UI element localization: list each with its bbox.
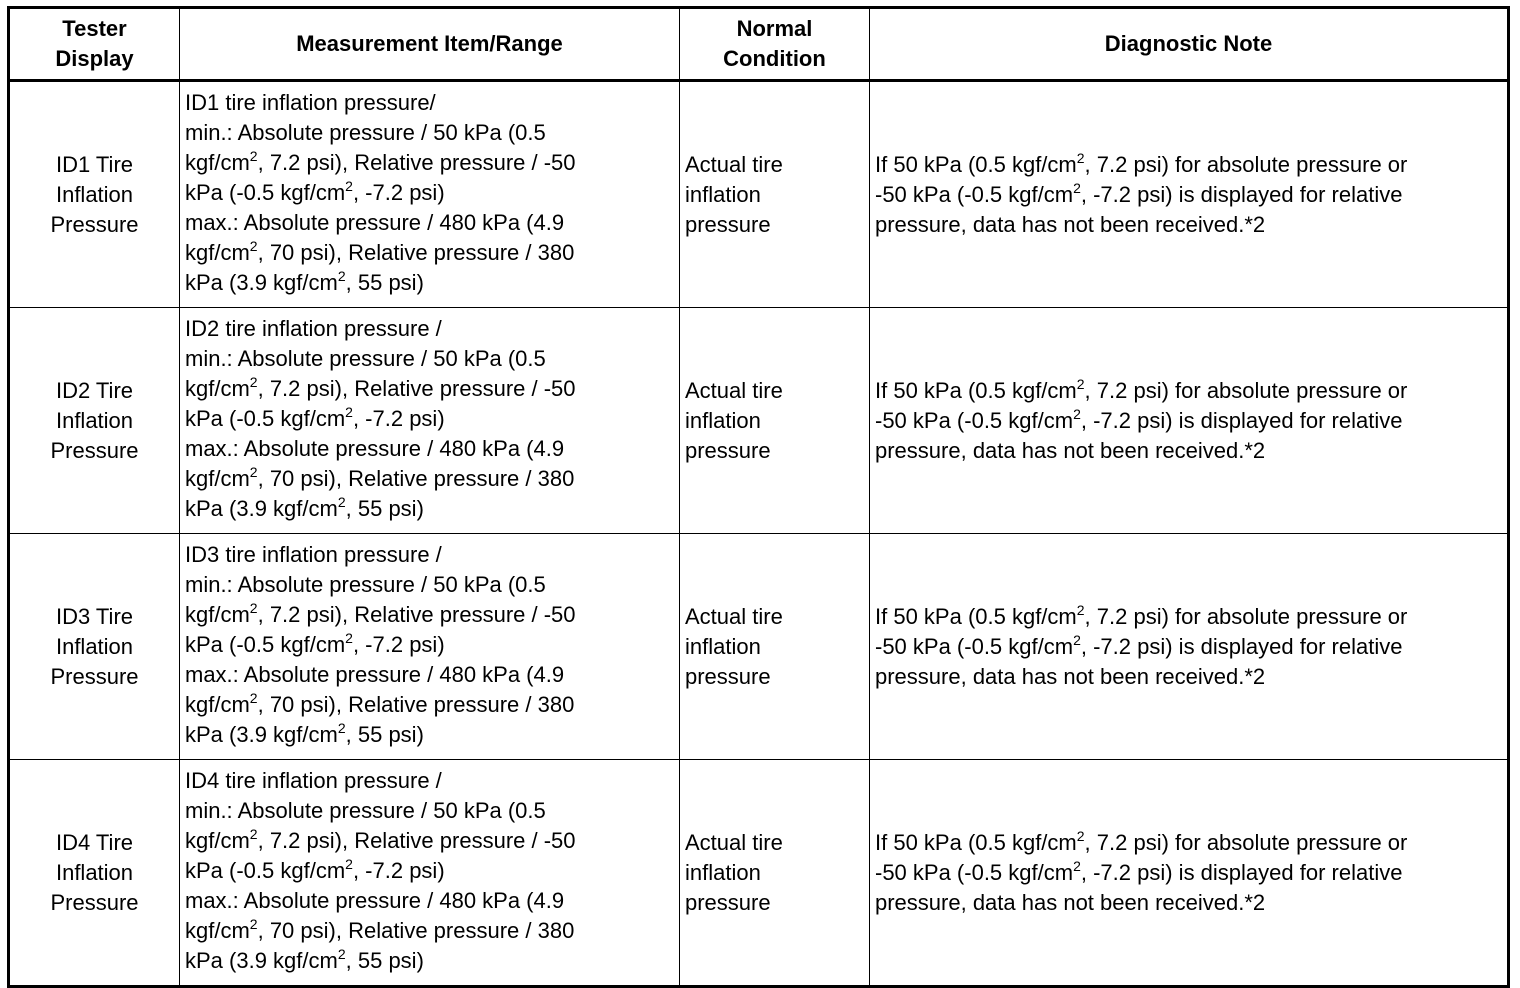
diagnostic-note-cell: [870, 760, 1509, 987]
superscript-exponent: 2: [1076, 149, 1085, 166]
text-segment: , -7.2 psi) is displayed for relative: [1080, 181, 1403, 207]
superscript-exponent: 2: [249, 599, 258, 616]
diagnostic-note-line: [875, 436, 1501, 466]
text-segment: If 50 kPa (0.5 kgf/cm: [875, 377, 1077, 403]
diagnostic-note-line: [875, 210, 1501, 240]
tester-display-line: ID3 Tire: [55, 603, 134, 629]
tester-display-cell: [9, 534, 180, 760]
text-segment: -50 kPa (-0.5 kgf/cm: [875, 181, 1074, 207]
superscript-exponent: 2: [337, 719, 346, 736]
text-segment: , 55 psi): [345, 269, 424, 295]
superscript-exponent: 2: [1076, 375, 1085, 392]
tester-display-line: ID2 Tire: [55, 377, 134, 403]
table-row: [9, 308, 1509, 534]
text-segment: -50 kPa (-0.5 kgf/cm: [875, 633, 1074, 659]
text-segment: kgf/cm: [185, 149, 250, 175]
tester-display-line: Inflation: [55, 181, 134, 207]
header-line: Tester: [62, 16, 127, 41]
superscript-exponent: 2: [1073, 631, 1081, 648]
measurement-range-line: [185, 946, 679, 976]
superscript-exponent: 2: [1076, 601, 1085, 618]
text-segment: , 7.2 psi) for absolute pressure or: [1084, 151, 1408, 177]
text-segment: , -7.2 psi) is displayed for relative: [1080, 407, 1403, 433]
header-line: Display: [55, 46, 134, 71]
text-segment: pressure, data has not been received.*2: [875, 889, 1266, 915]
text-segment: max.: Absolute pressure / 480 kPa (4.9: [185, 887, 565, 913]
normal-condition-line: pressure: [685, 211, 771, 237]
measurement-range-line: [185, 238, 679, 268]
text-segment: kPa (-0.5 kgf/cm: [185, 179, 346, 205]
text-segment: , -7.2 psi) is displayed for relative: [1080, 633, 1403, 659]
tester-display-line: Pressure: [50, 211, 139, 237]
text-segment: , 70 psi), Relative pressure / 380: [257, 917, 575, 943]
measurement-range-cell: [180, 81, 680, 308]
measurement-range-line: [185, 374, 679, 404]
text-segment: kgf/cm: [185, 827, 250, 853]
normal-condition-line: Actual tire: [685, 829, 783, 855]
text-segment: , -7.2 psi): [352, 405, 445, 431]
text-segment: , 7.2 psi), Relative pressure / -50: [257, 827, 576, 853]
text-segment: , 7.2 psi), Relative pressure / -50: [257, 149, 576, 175]
measurement-range-line: [185, 826, 679, 856]
measurement-range-line: [185, 268, 679, 298]
normal-condition-line: inflation: [685, 181, 761, 207]
header-diagnostic-note: [870, 8, 1509, 81]
header-row: [9, 8, 1509, 81]
measurement-range-line: [185, 344, 679, 374]
normal-condition-line: Actual tire: [685, 151, 783, 177]
text-segment: min.: Absolute pressure / 50 kPa (0.5: [185, 345, 546, 371]
superscript-exponent: 2: [345, 177, 353, 194]
text-segment: kgf/cm: [185, 691, 250, 717]
header-tester-display: [9, 8, 180, 81]
normal-condition-line: Actual tire: [685, 377, 783, 403]
superscript-exponent: 2: [249, 689, 258, 706]
superscript-exponent: 2: [1073, 405, 1081, 422]
measurement-range-line: [185, 690, 679, 720]
text-segment: kPa (3.9 kgf/cm: [185, 269, 338, 295]
measurement-range-line: [185, 178, 679, 208]
table-header: [9, 8, 1509, 81]
text-segment: , 70 psi), Relative pressure / 380: [257, 691, 575, 717]
diagnostic-note-line: [875, 858, 1501, 888]
text-segment: pressure, data has not been received.*2: [875, 211, 1266, 237]
measurement-range-line: [185, 766, 679, 796]
normal-condition-line: inflation: [685, 633, 761, 659]
text-segment: , 7.2 psi) for absolute pressure or: [1084, 603, 1408, 629]
superscript-exponent: 2: [249, 147, 258, 164]
normal-condition-line: inflation: [685, 407, 761, 433]
superscript-exponent: 2: [345, 629, 353, 646]
text-segment: , -7.2 psi): [352, 179, 445, 205]
text-segment: kPa (3.9 kgf/cm: [185, 495, 338, 521]
text-segment: max.: Absolute pressure / 480 kPa (4.9: [185, 661, 565, 687]
measurement-range-line: [185, 314, 679, 344]
superscript-exponent: 2: [1076, 827, 1085, 844]
normal-condition-line: Actual tire: [685, 603, 783, 629]
tester-display-line: Pressure: [50, 437, 139, 463]
text-segment: kPa (-0.5 kgf/cm: [185, 405, 346, 431]
diagnostic-note-cell: [870, 534, 1509, 760]
text-segment: kPa (3.9 kgf/cm: [185, 947, 338, 973]
text-segment: ID4 tire inflation pressure /: [185, 767, 442, 793]
text-segment: kPa (-0.5 kgf/cm: [185, 631, 346, 657]
text-segment: , 7.2 psi) for absolute pressure or: [1084, 829, 1408, 855]
text-segment: -50 kPa (-0.5 kgf/cm: [875, 407, 1074, 433]
superscript-exponent: 2: [1073, 179, 1081, 196]
measurement-range-line: [185, 208, 679, 238]
table-row: [9, 534, 1509, 760]
superscript-exponent: 2: [345, 403, 353, 420]
text-segment: max.: Absolute pressure / 480 kPa (4.9: [185, 209, 565, 235]
tester-display-line: Inflation: [55, 859, 134, 885]
text-segment: kgf/cm: [185, 601, 250, 627]
header-line: Measurement Item/Range: [296, 31, 563, 56]
normal-condition-line: pressure: [685, 437, 771, 463]
text-segment: kgf/cm: [185, 375, 250, 401]
text-segment: , 7.2 psi), Relative pressure / -50: [257, 601, 576, 627]
text-segment: , -7.2 psi): [352, 631, 445, 657]
table-body: [9, 81, 1509, 987]
text-segment: , -7.2 psi) is displayed for relative: [1080, 859, 1403, 885]
normal-condition-cell: [680, 308, 870, 534]
superscript-exponent: 2: [249, 373, 258, 390]
tester-display-line: Pressure: [50, 663, 139, 689]
tester-display-line: Inflation: [55, 633, 134, 659]
measurement-range-line: [185, 916, 679, 946]
text-segment: If 50 kPa (0.5 kgf/cm: [875, 603, 1077, 629]
diagnostic-note-line: [875, 632, 1501, 662]
diagnostic-note-line: [875, 406, 1501, 436]
text-segment: If 50 kPa (0.5 kgf/cm: [875, 829, 1077, 855]
measurement-range-line: [185, 630, 679, 660]
header-measurement-item-range: [180, 8, 680, 81]
text-segment: min.: Absolute pressure / 50 kPa (0.5: [185, 571, 546, 597]
text-segment: pressure, data has not been received.*2: [875, 663, 1266, 689]
diagnostic-note-line: [875, 602, 1501, 632]
text-segment: -50 kPa (-0.5 kgf/cm: [875, 859, 1074, 885]
table-row: [9, 81, 1509, 308]
text-segment: kgf/cm: [185, 917, 250, 943]
superscript-exponent: 2: [337, 945, 346, 962]
diagnostic-note-cell: [870, 81, 1509, 308]
header-line: Diagnostic Note: [1104, 31, 1273, 56]
header-normal-condition: [680, 8, 870, 81]
tester-display-line: ID4 Tire: [55, 829, 134, 855]
diagnostic-note-cell: [870, 308, 1509, 534]
text-segment: min.: Absolute pressure / 50 kPa (0.5: [185, 797, 546, 823]
tester-display-line: Inflation: [55, 407, 134, 433]
normal-condition-line: pressure: [685, 663, 771, 689]
measurement-range-line: [185, 570, 679, 600]
text-segment: kPa (3.9 kgf/cm: [185, 721, 338, 747]
text-segment: ID2 tire inflation pressure /: [185, 315, 442, 341]
diagnostic-note-line: [875, 888, 1501, 918]
text-segment: kgf/cm: [185, 465, 250, 491]
text-segment: ID1 tire inflation pressure/: [185, 89, 436, 115]
superscript-exponent: 2: [337, 493, 346, 510]
measurement-range-line: [185, 856, 679, 886]
text-segment: , 70 psi), Relative pressure / 380: [257, 465, 575, 491]
measurement-range-cell: [180, 308, 680, 534]
diagnostic-note-line: [875, 376, 1501, 406]
superscript-exponent: 2: [345, 855, 353, 872]
text-segment: pressure, data has not been received.*2: [875, 437, 1266, 463]
text-segment: , 55 psi): [345, 947, 424, 973]
measurement-range-cell: [180, 534, 680, 760]
superscript-exponent: 2: [249, 915, 258, 932]
normal-condition-cell: [680, 760, 870, 987]
text-segment: max.: Absolute pressure / 480 kPa (4.9: [185, 435, 565, 461]
measurement-range-line: [185, 464, 679, 494]
diagnostic-note-line: [875, 150, 1501, 180]
tester-display-cell: [9, 81, 180, 308]
measurement-range-line: [185, 886, 679, 916]
diagnostic-note-line: [875, 662, 1501, 692]
tester-display-line: Pressure: [50, 889, 139, 915]
superscript-exponent: 2: [249, 825, 258, 842]
superscript-exponent: 2: [249, 237, 258, 254]
text-segment: , 55 psi): [345, 495, 424, 521]
superscript-exponent: 2: [249, 463, 258, 480]
measurement-range-cell: [180, 760, 680, 987]
tester-display-cell: [9, 760, 180, 987]
superscript-exponent: 2: [337, 267, 346, 284]
measurement-range-line: [185, 540, 679, 570]
tire-pressure-data-table: [7, 6, 1510, 988]
text-segment: kPa (-0.5 kgf/cm: [185, 857, 346, 883]
tester-display-line: ID1 Tire: [55, 151, 134, 177]
header-line: Condition: [723, 46, 826, 71]
measurement-range-line: [185, 118, 679, 148]
header-line: Normal: [736, 16, 813, 41]
normal-condition-cell: [680, 81, 870, 308]
text-segment: , 7.2 psi), Relative pressure / -50: [257, 375, 576, 401]
text-segment: , 7.2 psi) for absolute pressure or: [1084, 377, 1408, 403]
text-segment: If 50 kPa (0.5 kgf/cm: [875, 151, 1077, 177]
diagnostic-note-line: [875, 180, 1501, 210]
measurement-range-line: [185, 796, 679, 826]
normal-condition-line: inflation: [685, 859, 761, 885]
text-segment: kgf/cm: [185, 239, 250, 265]
measurement-range-line: [185, 88, 679, 118]
measurement-range-line: [185, 434, 679, 464]
measurement-range-line: [185, 720, 679, 750]
table-row: [9, 760, 1509, 987]
text-segment: , 70 psi), Relative pressure / 380: [257, 239, 575, 265]
measurement-range-line: [185, 404, 679, 434]
measurement-range-line: [185, 494, 679, 524]
text-segment: , 55 psi): [345, 721, 424, 747]
text-segment: min.: Absolute pressure / 50 kPa (0.5: [185, 119, 546, 145]
measurement-range-line: [185, 660, 679, 690]
normal-condition-line: pressure: [685, 889, 771, 915]
tester-display-cell: [9, 308, 180, 534]
text-segment: ID3 tire inflation pressure /: [185, 541, 442, 567]
superscript-exponent: 2: [1073, 857, 1081, 874]
measurement-range-line: [185, 148, 679, 178]
text-segment: , -7.2 psi): [352, 857, 445, 883]
normal-condition-cell: [680, 534, 870, 760]
diagnostic-note-line: [875, 828, 1501, 858]
measurement-range-line: [185, 600, 679, 630]
